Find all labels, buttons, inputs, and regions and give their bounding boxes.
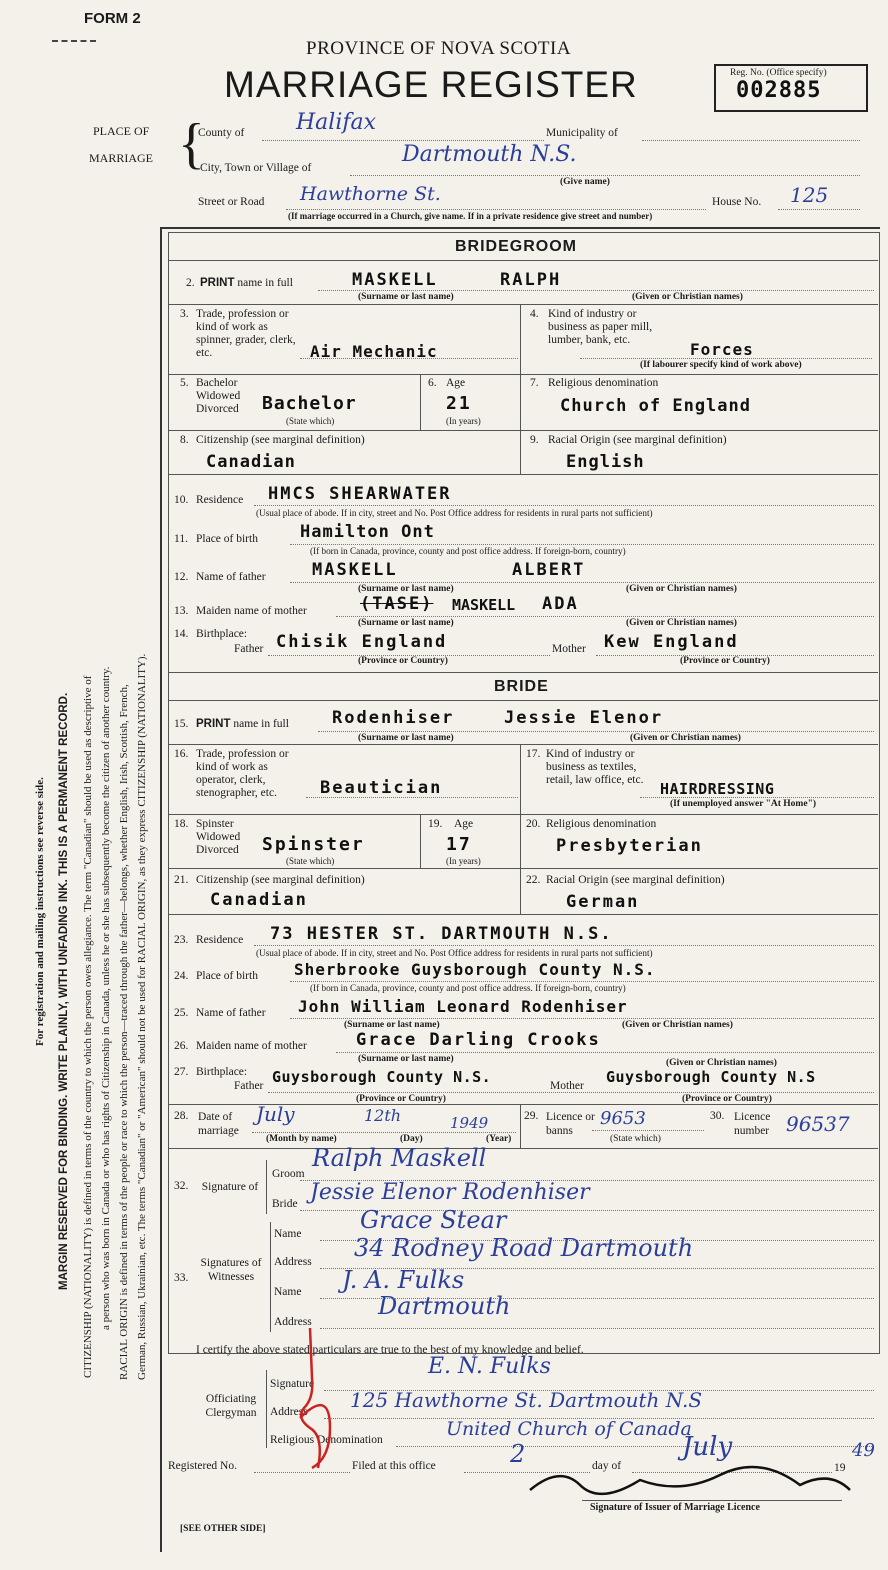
groom-father-given-caption: (Given or Christian names) (626, 584, 737, 594)
house-value: 125 (790, 183, 829, 207)
day-of-label: day of (592, 1460, 622, 1472)
bride-racial: German (566, 892, 640, 912)
bride-sig-label: Bride (272, 1198, 298, 1210)
bride-father-prov-caption: (Province or Country) (356, 1094, 446, 1104)
issuer-signature (520, 1460, 860, 1500)
margin-citizenship-def-1: CITIZENSHIP (NATIONALITY) is defined in terms of the country to which the person owes allegiance. The term "Canadian" should be used as descriptive of (82, 675, 94, 1378)
bride-industry: HAIRDRESSING (660, 780, 775, 798)
licence-or-banns-value: 9653 (600, 1108, 646, 1129)
groom-signature: Ralph Maskell (312, 1144, 487, 1172)
county-label: County of (198, 127, 245, 139)
clergy-signature: E. N. Fulks (428, 1354, 551, 1379)
bride-citizenship-label: Citizenship (see marginal definition) (196, 874, 365, 886)
bride-mother-birthplace: Guysborough County N.S (606, 1068, 816, 1086)
bride-status-label: Spinster Widowed Divorced (196, 818, 241, 856)
bride-industry-caption: (If unemployed answer "At Home") (670, 799, 817, 809)
bride-mother-prov-caption: (Province or Country) (682, 1094, 772, 1104)
groom-father-word: Father (234, 643, 264, 655)
groom-in-years: (In years) (446, 416, 481, 426)
bride-age: 17 (446, 834, 472, 855)
see-other-side: [SEE OTHER SIDE] (180, 1524, 266, 1534)
bride-trade-label: Trade, profession or kind of work as operator, clerk, stenographer, etc. (196, 748, 289, 799)
groom-birth-caption: (If born in Canada, province, county and post office address. If foreign-born, country) (310, 546, 626, 556)
clergy-address-label: Address (270, 1406, 308, 1418)
officiating-label: Officiating Clergyman (205, 1393, 257, 1419)
bride-father-birthplace: Guysborough County N.S. (272, 1068, 492, 1086)
groom-father-surname: MASKELL (312, 560, 398, 580)
witness1-address: 34 Rodney Road Dartmouth (354, 1234, 694, 1262)
bride-mother-label: Maiden name of mother (196, 1040, 307, 1052)
bride-status: Spinster (262, 834, 365, 855)
city-value: Dartmouth N.S. (402, 142, 577, 167)
groom-trade-label: Trade, profession or kind of work as spinner, grader, clerk, etc. (196, 308, 296, 359)
groom-trade: Air Mechanic (310, 342, 438, 361)
groom-birthplaces-label: Birthplace: (196, 628, 248, 640)
margin-instructions: For registration and mailing instructions see reverse side. (34, 777, 46, 1046)
groom-racial-label: Racial Origin (see marginal definition) (548, 434, 727, 446)
groom-mother-given-caption: (Given or Christian names) (626, 618, 737, 628)
groom-industry-label: Kind of industry or business as paper mill, lumber, bank, etc. (548, 308, 653, 346)
city-label: City, Town or Village of (200, 162, 312, 174)
witnesses-label: Signatures of Witnesses (200, 1257, 262, 1283)
groom-industry-caption: (If labourer specify kind of work above) (640, 360, 802, 370)
witness1-address-label: Address (274, 1256, 312, 1268)
groom-father-prov-caption: (Province or Country) (358, 656, 448, 666)
bride-birthplaces-label: Birthplace: (196, 1066, 248, 1078)
groom-mother-label: Maiden name of mother (196, 605, 307, 617)
bride-religion: Presbyterian (556, 836, 703, 856)
groom-mother-birthplace: Kew England (604, 632, 739, 652)
bride-father-surname-caption: (Surname or last name) (344, 1020, 440, 1030)
bride-print-label: PRINT name in full (196, 718, 289, 730)
licence-state-which: (State which) (610, 1134, 661, 1144)
bride-surname: Rodenhiser (332, 708, 455, 728)
groom-state-which: (State which) (286, 416, 335, 426)
groom-father-surname-caption: (Surname or last name) (358, 584, 454, 594)
year-suffix: 49 (852, 1440, 875, 1461)
bride-mother-name: Grace Darling Crooks (356, 1030, 601, 1050)
place-label-1: PLACE OF (93, 124, 150, 138)
field-2-number: 2. (186, 277, 195, 289)
groom-religion-label: Religious denomination (548, 377, 659, 389)
registered-no-label: Registered No. (168, 1460, 237, 1472)
bride-citizenship: Canadian (210, 890, 308, 910)
bride-residence-caption: (Usual place of abode. If in city, street and No. Post Office address for residents in rural parts not sufficient) (256, 948, 653, 958)
province-heading: PROVINCE OF NOVA SCOTIA (306, 38, 572, 59)
groom-religion: Church of England (560, 396, 751, 416)
licence-or-banns-label: Licence or banns (546, 1111, 595, 1137)
clergy-denomination: United Church of Canada (446, 1418, 692, 1440)
licence-number-label: Licence number (734, 1111, 771, 1137)
bride-religion-label: Religious denomination (546, 818, 657, 830)
groom-mother-struck: (TASE) (360, 594, 434, 614)
bride-birthplace: Sherbrooke Guysborough County N.S. (294, 960, 656, 979)
groom-surname-caption: (Surname or last name) (358, 292, 454, 302)
groom-citizenship-label: Citizenship (see marginal definition) (196, 434, 365, 446)
bride-father-word: Father (234, 1080, 264, 1092)
witness2-address: Dartmouth (378, 1292, 511, 1320)
bride-surname-caption: (Surname or last name) (358, 733, 454, 743)
bride-father-given-caption: (Given or Christian names) (622, 1020, 733, 1030)
groom-age: 21 (446, 393, 472, 414)
groom-residence-label: Residence (196, 494, 244, 506)
marriage-month-caption: (Month by name) (266, 1134, 337, 1144)
groom-mother-given: ADA (542, 594, 579, 614)
margin-racial-def-2: German, Russian, Ukrainian, etc. The terms "Canadian" or "American" should not be used for RACIAL ORIGIN, as they express CITIZENSHIP (NATIONALITY). (136, 653, 148, 1380)
form-number: FORM 2 (84, 10, 141, 27)
bride-residence-label: Residence (196, 934, 244, 946)
bride-father-label: Name of father (196, 1007, 266, 1019)
clergy-signature-label: Signature (270, 1378, 315, 1390)
groom-birthplace-label: Place of birth (196, 533, 258, 545)
witness2-name-label: Name (274, 1286, 302, 1298)
marriage-year-caption: (Year) (486, 1134, 512, 1144)
margin-citizenship-def-2: a person who was born in Canada or who has rights of Citizenship in Canada, unless he or she has subsequently become the citizen of another country. (100, 666, 112, 1330)
groom-residence: HMCS SHEARWATER (268, 484, 452, 504)
groom-sig-label: Groom (272, 1168, 305, 1180)
place-brace: { (178, 113, 205, 175)
groom-father-birthplace: Chisik England (276, 632, 448, 652)
groom-mother-surname: MASKELL (452, 596, 516, 614)
bride-state-which: (State which) (286, 856, 335, 866)
municipality-label: Municipality of (546, 127, 618, 139)
bride-mother-given-caption: (Given or Christian names) (666, 1058, 777, 1068)
margin-binding-note: MARGIN RESERVED FOR BINDING. WRITE PLAINLY, WITH UNFADING INK. THIS IS A PERMANENT RECORD. (58, 692, 70, 1290)
groom-citizenship: Canadian (206, 452, 296, 472)
marriage-day: 12th (364, 1106, 402, 1125)
year-prefix: 19 (834, 1462, 846, 1474)
clergy-denomination-label: Religious Denomination (270, 1434, 383, 1446)
groom-given-caption: (Given or Christian names) (632, 292, 743, 302)
reg-no-box (714, 64, 868, 112)
binding-mark (52, 40, 96, 42)
groom-age-label: Age (446, 377, 466, 389)
groom-industry: Forces (690, 340, 754, 359)
groom-father-given: ALBERT (512, 560, 586, 580)
bride-racial-label: Racial Origin (see marginal definition) (546, 874, 725, 886)
bride-given: Jessie Elenor (504, 708, 664, 728)
margin-racial-def-1: RACIAL ORIGIN is defined in terms of the people or race to which the person—traced through the father—belongs, whether English, Irish, Scottish, French, (118, 684, 130, 1380)
red-check-mark (290, 1318, 360, 1478)
bride-signature: Jessie Elenor Rodenhiser (310, 1180, 590, 1205)
bride-residence: 73 HESTER ST. DARTMOUTH N.S. (270, 924, 613, 944)
witness2-address-label: Address (274, 1316, 312, 1328)
groom-status: Bachelor (262, 393, 357, 414)
marriage-month: July (256, 1102, 295, 1126)
reg-no-label: Reg. No. (Office specify) (730, 68, 827, 78)
county-value: Halifax (296, 110, 377, 135)
certify-statement: I certify the above stated particulars are true to the best of my knowledge and belief. (196, 1344, 584, 1356)
marriage-day-caption: (Day) (400, 1134, 423, 1144)
witness1-name-label: Name (274, 1228, 302, 1240)
bride-in-years: (In years) (446, 856, 481, 866)
bride-mother-surname-caption: (Surname or last name) (358, 1054, 454, 1064)
groom-residence-caption: (Usual place of abode. If in city, street and No. Post Office address for residents in rural parts not sufficient) (256, 508, 653, 518)
groom-birthplace: Hamilton Ont (300, 522, 435, 542)
groom-father-label: Name of father (196, 571, 266, 583)
groom-mother-surname-caption: (Surname or last name) (358, 618, 454, 628)
groom-mother-word: Mother (552, 643, 586, 655)
bride-birth-caption: (If born in Canada, province, county and post office address. If foreign-born, country) (310, 983, 626, 993)
groom-given: RALPH (500, 270, 562, 290)
give-name-caption: (Give name) (560, 177, 610, 187)
reg-no-value: 002885 (736, 78, 822, 103)
marriage-date-label: Date of marriage (198, 1111, 239, 1137)
licence-number-value: 96537 (786, 1112, 850, 1136)
bride-given-caption: (Given or Christian names) (630, 733, 741, 743)
issuer-caption: Signature of Issuer of Marriage Licence (590, 1502, 760, 1513)
clergy-address: 125 Hawthorne St. Dartmouth N.S (350, 1388, 703, 1412)
groom-mother-prov-caption: (Province or Country) (680, 656, 770, 666)
bride-father-name: John William Leonard Rodenhiser (298, 997, 628, 1016)
bride-industry-label: Kind of industry or business as textiles, retail, law office, etc. (546, 748, 644, 786)
house-label: House No. (712, 196, 762, 208)
bridegroom-heading: BRIDEGROOM (455, 238, 577, 255)
bride-birthplace-label: Place of birth (196, 970, 258, 982)
witness2-name: J. A. Fulks (342, 1266, 465, 1294)
bride-heading: BRIDE (494, 678, 549, 695)
groom-print-label: PRINT name in full (200, 277, 293, 289)
groom-surname: MASKELL (352, 270, 438, 290)
place-label-2: MARRIAGE (89, 151, 154, 165)
page-title: MARRIAGE REGISTER (224, 64, 638, 105)
signature-of-label: Signature of (201, 1181, 259, 1193)
place-note: (If marriage occurred in a Church, give name. If in a private residence give street and number) (288, 211, 653, 221)
groom-status-label: Bachelor Widowed Divorced (196, 377, 241, 415)
groom-racial: English (566, 452, 645, 472)
street-label: Street or Road (198, 196, 265, 208)
bride-age-label: Age (454, 818, 474, 830)
street-value: Hawthorne St. (300, 183, 441, 205)
filed-month: July (682, 1432, 733, 1462)
witness1-name: Grace Stear (360, 1206, 507, 1234)
filed-label: Filed at this office (352, 1460, 436, 1472)
bride-trade: Beautician (320, 778, 443, 798)
bride-mother-word: Mother (550, 1080, 584, 1092)
filed-day: 2 (510, 1440, 526, 1468)
marriage-year: 1949 (450, 1114, 489, 1132)
